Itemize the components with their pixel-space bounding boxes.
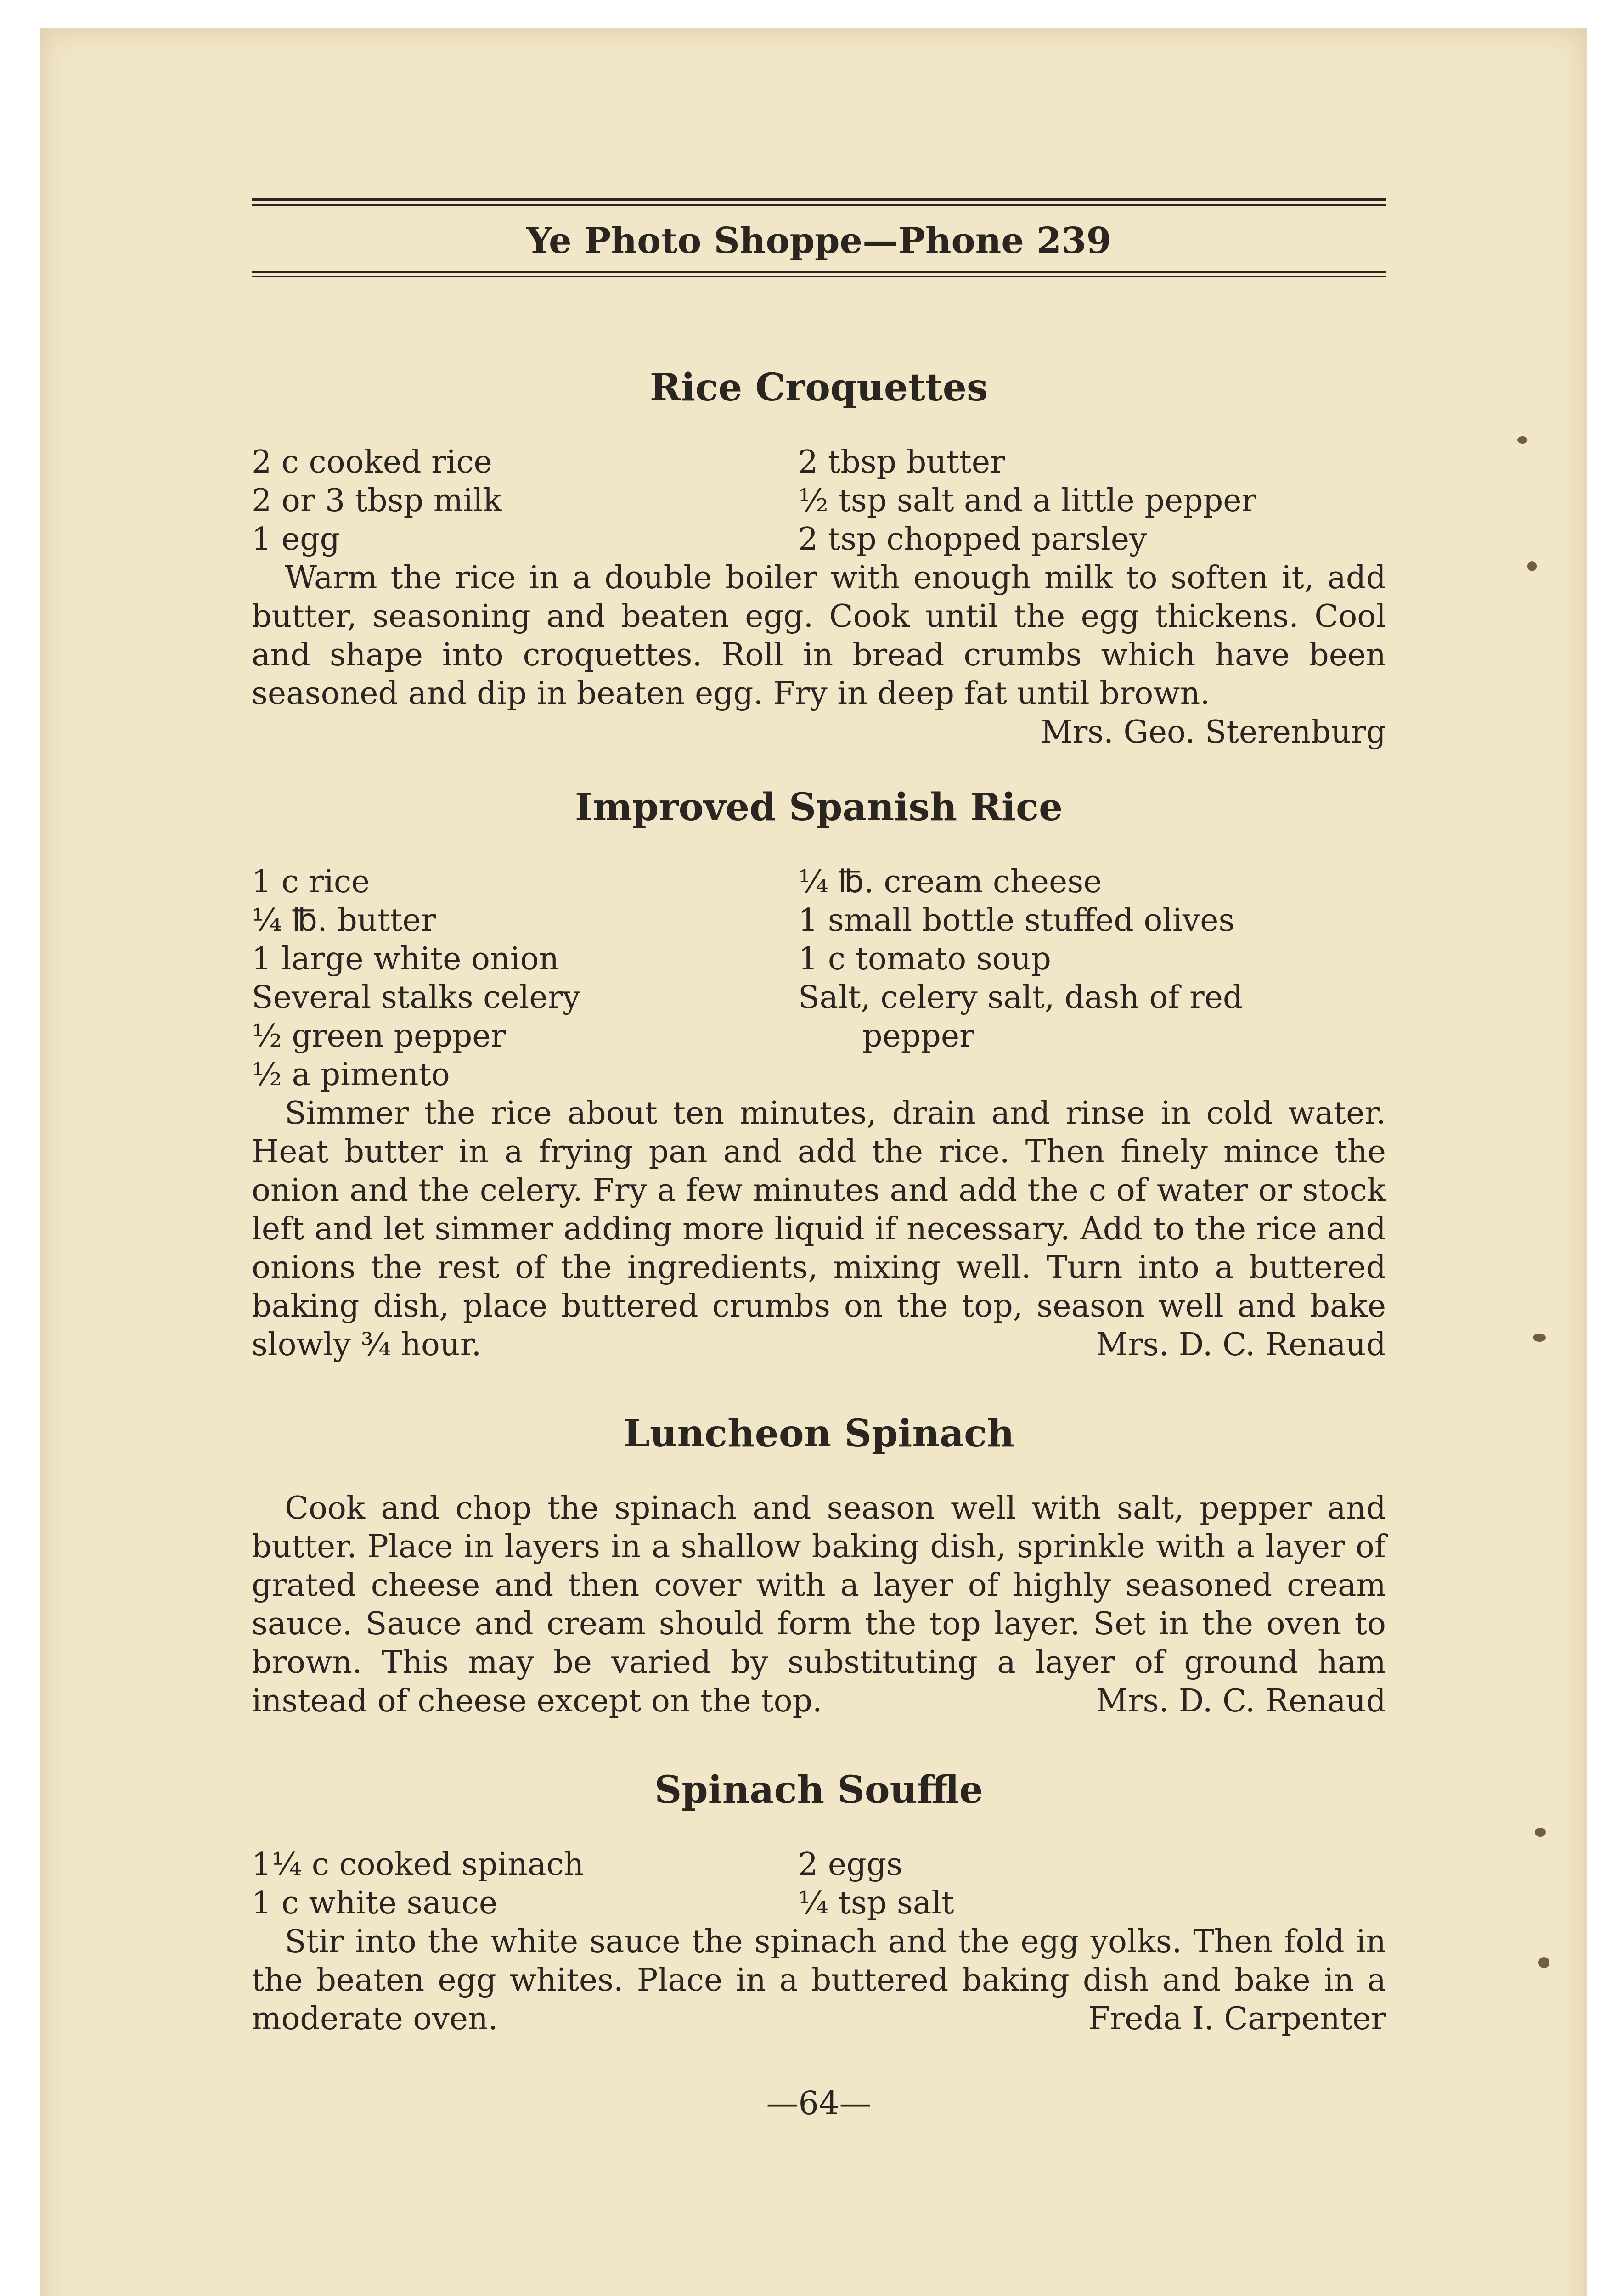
ingredient: ½ tsp salt and a little pepper [798,483,1256,519]
recipe-directions [252,1489,1386,1721]
ingredients-left [252,863,798,1094]
ingredient: 1 large white onion [252,941,559,977]
ingredient: 1 small bottle stuffed olives [798,902,1235,939]
ingredient: 2 eggs [798,1846,903,1883]
ingredients [252,1846,1386,1923]
recipe-directions: Warm the rice in a double boiler with enough milk to soften it, add butter, seasoning and beaten egg. Cook until the egg thickens. Cool and shape into croquettes. Roll in bread crumbs which have been seasoned and dip in beaten egg. Fry in deep fat until brown. [252,560,1386,712]
ingredient: pepper [862,1018,974,1054]
paper-speck [1535,1828,1546,1837]
recipe-directions-text: Cook and chop the spinach and season well with salt, pepper and butter. Place in layers in a shallow baking dish, sprinkle with a layer of grated cheese and then cover with a layer of highly seasoned cream sauce. Sauce and cream should form the top layer. Set in the oven to brown. This may be varied by substituting a layer of ground ham instead of cheese except on the top. [252,1490,1386,1719]
page-content [252,198,1386,2122]
ingredient: 1 egg [252,521,340,557]
ingredients-right [798,443,1345,559]
ingredient: ½ a pimento [252,1057,450,1093]
recipe-directions [252,1923,1386,2038]
recipe-title: Luncheon Spinach [623,1412,1014,1456]
paper-speck [1527,561,1537,571]
ingredient: 1¼ c cooked spinach [252,1846,584,1883]
ingredient: 2 or 3 tbsp milk [252,483,502,519]
ingredient: Several stalks celery [252,979,580,1016]
header-rule-top [252,198,1386,206]
book-page [40,28,1587,2296]
ingredients-left [252,1846,798,1923]
ingredient: ¼ tsp salt [798,1885,954,1921]
ingredient: 2 tbsp butter [798,444,1005,480]
ingredient: 1 c rice [252,864,370,900]
recipe-author: Mrs. D. C. Renaud [1096,1327,1386,1363]
recipe-author: Freda I. Carpenter [1088,2001,1386,2037]
recipe-title: Improved Spanish Rice [574,785,1063,829]
recipe-spinach-souffle [252,1768,1386,2038]
page-number: —64— [766,2084,872,2122]
ingredient: ¼ ℔. butter [252,902,436,939]
ingredient: ½ green pepper [252,1018,506,1054]
recipe-rice-croquettes [252,366,1386,752]
recipe-title: Spinach Souffle [654,1768,983,1812]
ingredients-right [798,863,1345,1094]
header-rule-bottom [252,271,1386,277]
paper-speck [1538,1957,1549,1968]
ingredient: 2 c cooked rice [252,444,492,480]
ingredient: 1 c white sauce [252,1885,498,1921]
paper-speck [1533,1334,1546,1342]
header-title: Ye Photo Shoppe—Phone 239 [526,220,1111,262]
ingredients-right [798,1846,1345,1923]
recipe-directions-text: Stir into the white sauce the spinach and the egg yolks. Then fold in the beaten egg whites. Place in a buttered baking dish and bake in a moderate oven. [252,1924,1386,2037]
ingredients-left [252,443,798,559]
ingredient: 1 c tomato soup [798,941,1051,977]
recipe-title: Rice Croquettes [649,366,988,410]
ingredient: Salt, celery salt, dash of red [798,979,1243,1016]
recipe-improved-spanish-rice [252,785,1386,1364]
paper-speck [1517,436,1527,444]
recipe-directions-text: Simmer the rice about ten minutes, drain and rinse in cold water. Heat butter in a frying pan and add the rice. Then finely mince the onion and the celery. Fry a few minutes and add the c of water or stock left and let simmer adding more liquid if necessary. Add to the rice and onions the rest of the ingredients, mixing well. Turn into a buttered baking dish, place buttered crumbs on the top, season well and bake slowly ¾ hour. [252,1095,1386,1363]
ingredient: ¼ ℔. cream cheese [798,864,1102,900]
recipe-directions [252,1094,1386,1364]
recipe-author: Mrs. D. C. Renaud [1096,1683,1386,1719]
ingredient: 2 tsp chopped parsley [798,521,1147,557]
ingredients [252,863,1386,1094]
ingredients [252,443,1386,559]
recipe-author: Mrs. Geo. Sterenburg [1041,714,1386,750]
recipe-luncheon-spinach [252,1412,1386,1721]
page-header [252,198,1386,277]
